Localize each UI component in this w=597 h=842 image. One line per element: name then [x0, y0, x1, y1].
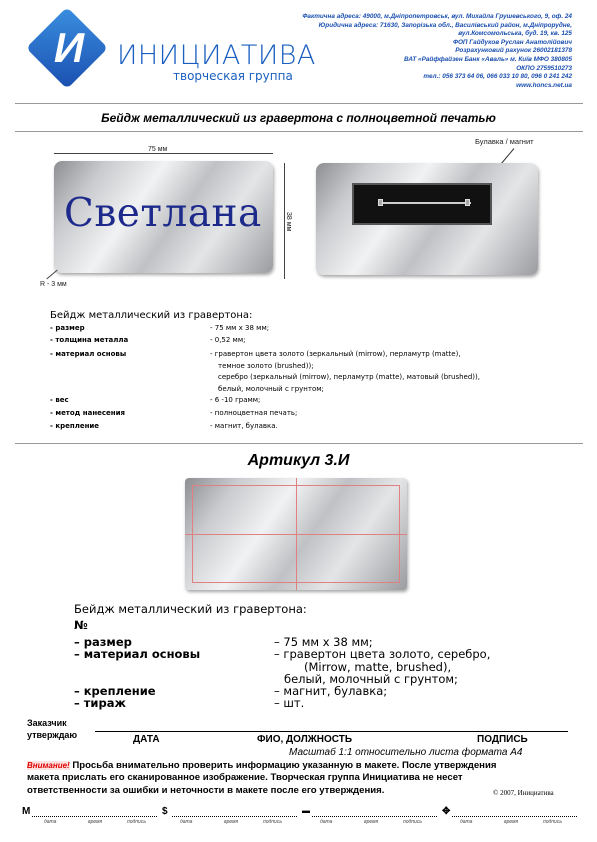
attention-badge: Внимание!: [27, 761, 70, 770]
notice-line: ответственности за ошибки и неточности в макете после его утверждения.: [27, 784, 385, 796]
specs-table: [50, 323, 570, 433]
spec-value: - магнит, булавка.: [210, 422, 278, 430]
spec2-label: – тираж: [74, 696, 126, 711]
copyright: © 2007, Инициатива: [493, 789, 554, 797]
pin-bar: [381, 202, 471, 204]
contact-line: ВАТ «Райффайзен Банк «Аваль» м. Київ МФО 380805: [404, 55, 572, 63]
spec2-value: белый, молочный с грунтом;: [284, 671, 458, 686]
spec2-value: – магнит, булавка;: [274, 684, 388, 699]
notice-block: [27, 760, 572, 797]
spec-row: [50, 395, 570, 408]
date-column: ДАТА: [133, 734, 160, 745]
spec2-row: [74, 648, 554, 660]
spec-value: серебро (зеркальный (mirrow), перламутр (matte), матовый (brushed)),: [218, 373, 480, 381]
number-label: №: [74, 618, 88, 632]
spec-row: [50, 372, 570, 384]
pin-magnet-label: Булавка / магнит: [475, 137, 534, 146]
notice-text: Просьба внимательно проверить информацию указанную в макете. После утверждения: [69, 760, 497, 771]
spec2-label: – материал основы: [74, 647, 201, 662]
section-divider: [15, 443, 583, 444]
signoff-icon: ✥: [442, 806, 451, 817]
spec-value: - 6 -10 грамм;: [210, 396, 261, 404]
specs2-title: Бейдж металлический из гравертона:: [74, 602, 307, 616]
signoff-label: подпись: [263, 819, 282, 825]
signoff-line[interactable]: [452, 816, 577, 817]
signoff-label: время: [504, 819, 519, 825]
signoff-line[interactable]: [312, 816, 437, 817]
badge-name-text: Светлана: [64, 191, 262, 236]
notice-line: макета прислать его сканированное изображение. Творческая группа Инициатива не несет: [27, 772, 463, 784]
spec-label: - вес: [50, 396, 69, 404]
spec2-label: – крепление: [74, 684, 156, 699]
width-label: 75 мм: [148, 146, 168, 153]
contact-line: ОКПО 2759510273: [516, 64, 572, 72]
signoff-label: время: [364, 819, 379, 825]
spec-row: [50, 349, 570, 361]
spec2-row: [74, 697, 554, 709]
spec-label: - материал основы: [50, 350, 127, 358]
signoff-icon: ▬: [302, 806, 310, 815]
radius-label: R - 3 мм: [40, 281, 67, 288]
spec-label: - крепление: [50, 422, 100, 430]
signature-column: ПОДПИСЬ: [477, 734, 528, 745]
spec-row: [50, 421, 570, 433]
signoff-label: дата: [460, 819, 473, 825]
specs2-table: [74, 636, 554, 710]
spec-label: - толщина металла: [50, 335, 129, 344]
spec-row: [50, 361, 570, 373]
notice-line: [27, 760, 572, 772]
signoff-label: подпись: [127, 819, 146, 825]
spec2-label: – размер: [74, 635, 132, 649]
approve-label: утверждаю: [27, 730, 78, 740]
signature-line[interactable]: [95, 731, 568, 732]
signoff-line[interactable]: [172, 816, 297, 817]
specs-title: Бейдж металлический из гравертона:: [50, 310, 253, 321]
spec-row: [50, 323, 570, 335]
contact-line: Фактична адреса: 49000, м.Дніпропетровськ, вул. Михайла Грушевського, 9, оф. 24: [302, 13, 572, 20]
spec-row: [50, 335, 570, 350]
spec-value: - полноцветная печать;: [210, 409, 298, 417]
spec2-value: – шт.: [274, 696, 305, 711]
spec2-value: – гравертон цвета золото, серебро,: [274, 647, 491, 662]
logo-letter: И: [53, 24, 85, 71]
spec2-value: – 75 мм x 38 мм;: [274, 635, 373, 649]
contact-line: вул.Комсомольська, буд. 19, кв. 125: [458, 30, 572, 38]
spec-value: - 0,52 мм;: [210, 335, 246, 344]
position-column: ФИО, ДОЛЖНОСТЬ: [257, 734, 353, 745]
signoff-label: дата: [320, 819, 333, 825]
signoff-label: подпись: [543, 819, 562, 825]
contact-line: Юридична адреса: 71630, Запорізька обл., Василівський район, м.Дніпрорудне,: [318, 21, 572, 29]
signoff-row: [22, 806, 582, 830]
pin-end-right: [465, 199, 470, 206]
spec-row: [50, 384, 570, 396]
center-guide-horizontal: [185, 534, 407, 535]
contact-line: www.honcs.net.ua: [516, 81, 572, 89]
contact-line: ФОП Гайдуков Руслан Анатолійович: [452, 38, 572, 46]
signoff-label: время: [88, 819, 103, 825]
title-divider: [15, 131, 583, 132]
contact-line: Розрахунковий рахунок 26002181378: [455, 47, 572, 55]
customer-label: Заказчик: [27, 718, 67, 728]
spec-label: - размер: [50, 324, 85, 332]
contact-line: тел.: 056 373 64 06, 066 033 10 80, 096 0 241 242: [423, 73, 572, 81]
scale-note: Масштаб 1:1 относительно листа формата А4: [289, 747, 523, 758]
signoff-icon: M: [22, 806, 31, 817]
spec-value: - 75 мм x 38 мм;: [210, 324, 270, 332]
spec-value: - гравертон цвета золото (зеркальный (mirrow), перламутр (matte),: [210, 350, 461, 358]
magnet-plate: [352, 183, 492, 225]
width-dimension-line: [54, 153, 273, 154]
signoff-icon: $: [162, 806, 168, 817]
spec-value: белый, молочный с грунтом;: [218, 384, 324, 393]
spec-row: [50, 408, 570, 421]
radius-leader-line: [46, 270, 57, 280]
spec2-value: (Mirrow, matte, brushed),: [304, 659, 452, 674]
spec2-row: [74, 685, 554, 697]
contact-block: [302, 13, 572, 90]
company-subtitle: творческая группа: [173, 69, 293, 83]
spec-label: - метод нанесения: [50, 409, 126, 417]
signoff-label: подпись: [403, 819, 422, 825]
header-divider: [15, 103, 583, 104]
signoff-label: дата: [180, 819, 193, 825]
height-label: 38 мм: [285, 212, 292, 232]
signoff-label: дата: [44, 819, 57, 825]
pin-end-left: [378, 199, 383, 206]
company-name: ИНИЦИАТИВА: [117, 40, 316, 71]
spec-value: темное золото (brushed));: [218, 361, 314, 370]
signoff-line[interactable]: [32, 816, 157, 817]
signoff-label: время: [224, 819, 239, 825]
article-title: Артикул 3.И: [247, 452, 350, 469]
page-title: Бейдж металлический из гравертона с полноцветной печатью: [101, 111, 496, 125]
